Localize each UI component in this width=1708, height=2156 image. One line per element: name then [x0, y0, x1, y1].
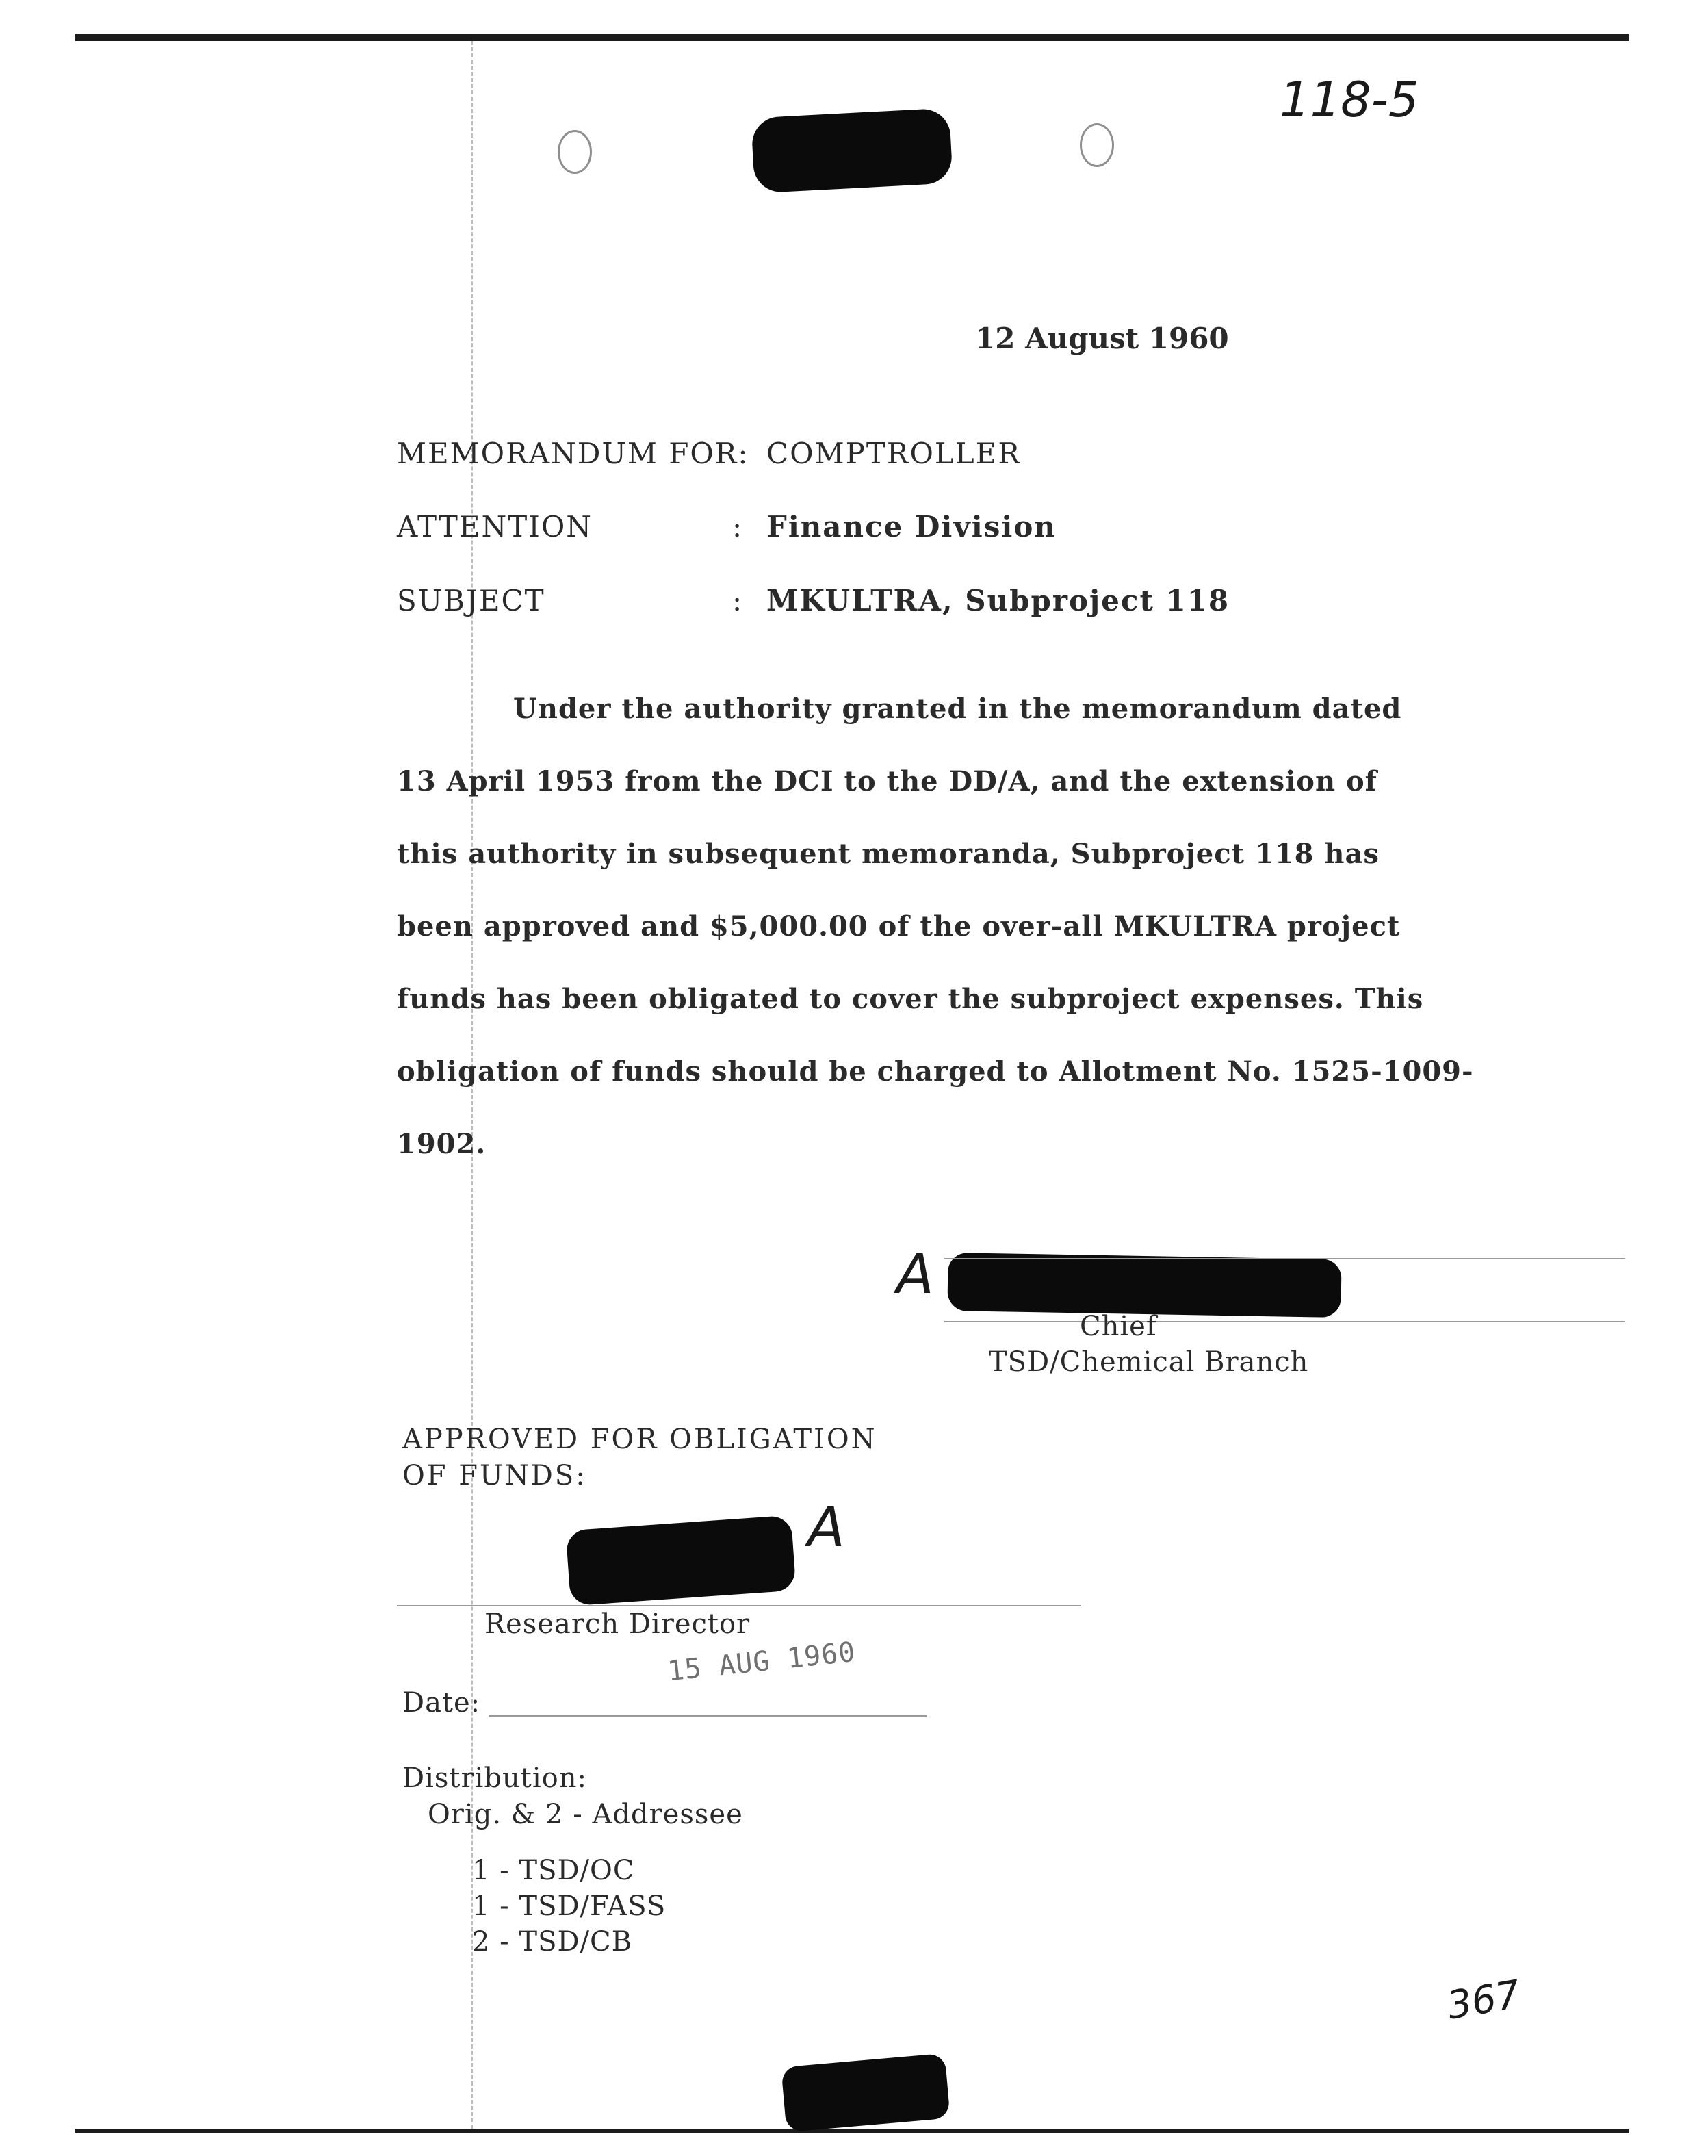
distribution-line-2: 1 - TSD/OC [472, 1855, 635, 1886]
handwritten-file-number: 118-5 [1280, 72, 1419, 128]
attention-value: Finance Division [766, 510, 1057, 543]
signature-lower-line [944, 1321, 1625, 1322]
body-line-2: 13 April 1953 from the DCI to the DD/A, and the extension of [397, 765, 1377, 797]
subject-value: MKULTRA, Subproject 118 [766, 584, 1230, 617]
memo-for-label: MEMORANDUM FOR: [397, 437, 749, 470]
signature-initial: A [896, 1242, 934, 1306]
approval-title: Research Director [484, 1608, 751, 1640]
signature-branch: TSD/Chemical Branch [989, 1346, 1309, 1378]
body-line-1: Under the authority granted in the memorandum dated [513, 693, 1402, 725]
approval-heading-line1: APPROVED FOR OBLIGATION [402, 1424, 877, 1455]
distribution-line-1: Orig. & 2 - Addressee [428, 1799, 743, 1830]
punch-hole-left [558, 130, 592, 174]
body-line-7: 1902. [397, 1128, 487, 1160]
handwritten-page-number: 367 [1444, 1972, 1524, 2029]
bottom-border-line [75, 2129, 1629, 2133]
body-line-4: been approved and $5,000.00 of the over-all MKULTRA project [397, 910, 1401, 942]
approval-initial: A [807, 1496, 845, 1559]
memo-date: 12 August 1960 [975, 322, 1229, 355]
body-line-5: funds has been obligated to cover the subproject expenses. This [397, 983, 1424, 1015]
redaction-top [751, 107, 953, 193]
distribution-label: Distribution: [402, 1762, 587, 1794]
top-border-line [75, 34, 1629, 41]
approval-heading-line2: OF FUNDS: [402, 1460, 587, 1491]
redaction-signature [947, 1253, 1341, 1318]
body-line-3: this authority in subsequent memoranda, Subproject 118 has [397, 838, 1380, 870]
punch-hole-right [1080, 123, 1114, 167]
approval-signature-line [397, 1605, 1081, 1606]
attention-colon: : [732, 510, 744, 543]
signature-upper-line [944, 1258, 1625, 1259]
subject-label: SUBJECT [397, 584, 545, 617]
distribution-line-4: 2 - TSD/CB [472, 1926, 633, 1958]
subject-colon: : [732, 584, 744, 617]
redaction-approver [566, 1515, 797, 1606]
redaction-bottom [781, 2053, 950, 2133]
distribution-line-3: 1 - TSD/FASS [472, 1890, 667, 1922]
approval-date-label: Date: [402, 1687, 481, 1719]
memo-for-value: COMPTROLLER [766, 437, 1021, 470]
approval-date-line [489, 1715, 927, 1717]
signature-title: Chief [1080, 1311, 1157, 1342]
approval-date-stamp: 15 AUG 1960 [666, 1636, 857, 1688]
attention-label: ATTENTION [397, 510, 593, 543]
body-line-6: obligation of funds should be charged to Allotment No. 1525-1009- [397, 1055, 1474, 1088]
